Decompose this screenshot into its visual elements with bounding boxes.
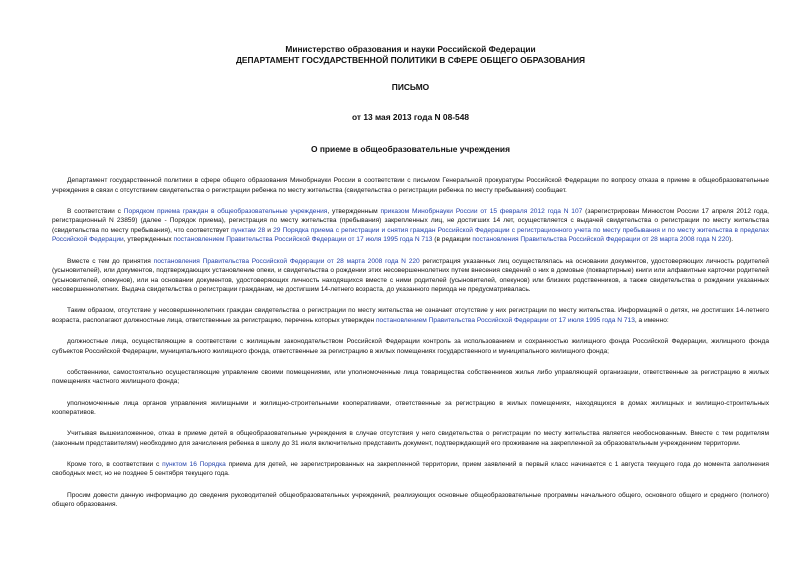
link-resolution-220[interactable]: постановления Правительства Российской Федерации от 28 марта 2008 года N 220 [153,257,420,265]
link-admission-procedure[interactable]: Порядком приема граждан в общеобразовательные учреждения [123,207,328,215]
text: В соответствии с [67,207,124,215]
document-type: ПИСЬМО [391,82,430,92]
text: (зарегистрирован Минюстом России 17 апреля 2012 года, регистрационный N 23859) (далее - Порядок приема), регистрация по месту жительства (пребывания) закрепленных лиц, не достигших 14 лет, осуществляется с выдачей свидетельства о регистрации по месту жительства (свидетельства по месту пребывания), что соответствует [52,207,770,234]
paragraph-2 [52,207,769,245]
link-resolution-220[interactable]: постановления Правительства Российской Федерации от 28 марта 2008 года N 220 [472,236,730,244]
document-header [52,44,769,122]
document-title: О приеме в общеобразовательные учреждения [311,144,510,154]
text: Вместе с тем до принятия [67,257,154,265]
ministry-name: Министерство образования и науки Российской Федерации [285,44,536,54]
text: ). [729,236,734,244]
paragraph-5: должностные лица, осуществляющие в соответствии с жилищным законодательством Российской Федерации контроль за использованием и сохранностью жилищного фонда Российской Федерации, жилищного фонда субъектов Российской Федерации, муниципального жилищного фонда, ответственные за регистрацию в жилых помещениях государственного и муниципального жилищного фонда; [52,338,769,355]
paragraph-4 [52,306,769,325]
paragraph-1: Департамент государственной политики в сфере общего образования Минобрнауки России в соответствии с письмом Генеральной прокуратуры Российской Федерации по вопросу отказа в приеме в общеобразовательные учреждения в связи с отсутствием свидетельства о регистрации ребенка по месту жительства (свидетельства о регистрации ребенка по месту пребывания) сообщает. [52,177,769,194]
link-item-16[interactable]: пунктом 16 Порядка [162,460,226,468]
department-name: ДЕПАРТАМЕНТ ГОСУДАРСТВЕННОЙ ПОЛИТИКИ В СФЕРЕ ОБЩЕГО ОБРАЗОВАНИЯ [235,54,586,65]
link-item-29-registration-rules[interactable]: 29 Порядка приема с регистрации и снятия граждан Российской Федерации с регистрационного учета по месту пребывания и по месту жительства в пределах Российской Федерации [52,226,770,244]
text: (в редакции [432,236,473,244]
paragraph-10: Просим довести данную информацию до сведения руководителей общеобразовательных учреждений, реализующих основные общеобразовательные программы начального общего, основного общего и среднего (полного) общего образования. [52,491,769,509]
text: Кроме того, в соответствии с [67,460,163,468]
document-body [52,176,769,510]
text: , утвержденным [327,207,381,215]
paragraph-8: Учитывая вышеизложенное, отказ в приеме детей в общеобразовательные учреждения в случае отсутствия у него свидетельства о регистрации по месту жительства является необоснованным. Вместе с тем родителям (законным представителям) необходимо для зачисления ребенка в школу до 31 июля включительно представить документ, подтверждающий его проживание на закрепленной за образовательным учреждением территории. [52,430,769,447]
text: приема для детей, не зарегистрированных на закрепленной территории, прием заявлений в первый класс начинается с 1 августа текущего года до момента заполнения свободных мест, но не позднее 5 сентября текущего года. [52,460,769,478]
text: , а именно: [634,317,669,325]
text: Таким образом, отсутствие у несовершеннолетних граждан свидетельства о регистрации по месту жительства не означает отсутствие у них регистрации по месту жительства. Информацией о детях, не достигших 14-летнего возраста, располагают должностные лица, ответственные за регистрацию, перечень которых утвержден [52,307,769,325]
document-date-number: от 13 мая 2013 года N 08-548 [351,111,470,122]
paragraph-7: уполномоченные лица органов управления жилищными и жилищно-строительными кооперативами, ответственные за регистрацию в жилых помещениях, находящихся в домах жилищных и жилищно-строительных кооперативов. [52,399,769,417]
text: и [265,226,274,234]
text: регистрация указанных лиц осуществлялась на основании документов, удостоверяющих личность родителей (усыновителей), или документов, подтверждающих установление опеки, и свидетельства о рождении этих несовершеннолетних путем внесения сведений о них в домовые (поквартирные) книги или алфавитные карточки родителей (усыновителей, опекунов), или на основании документов, удостоверяющих личность находящихся вместе с ними родителей (усыновителей, опекунов) или близких родственников, а также свидетельства о рождении указанных несовершеннолетних. Выдача свидетельства о регистрации гражданам, не достигшим 14-летнего возраста, до указанного периода не предусматривалась. [52,257,769,294]
link-order-107[interactable]: приказом Минобрнауки России от 15 февраля 2012 года N 107 [380,207,583,215]
paragraph-9 [52,460,769,479]
link-resolution-713[interactable]: постановлением Правительства Российской Федерации от 17 июля 1995 года N 713 [375,317,635,325]
paragraph-3 [52,257,769,295]
paragraph-6: собственники, самостоятельно осуществляющие управление своими помещениями, или уполномоченные лица товарищества собственников жилья либо управляющей организации, ответственные за регистрацию в жилых помещениях частного жилищного фонда; [52,368,769,386]
link-resolution-713[interactable]: постановлением Правительства Российской Федерации от 17 июля 1995 года N 713 [173,236,433,244]
text: , утвержденных [123,236,174,244]
link-item-28[interactable]: пунктам 28 [231,226,266,234]
